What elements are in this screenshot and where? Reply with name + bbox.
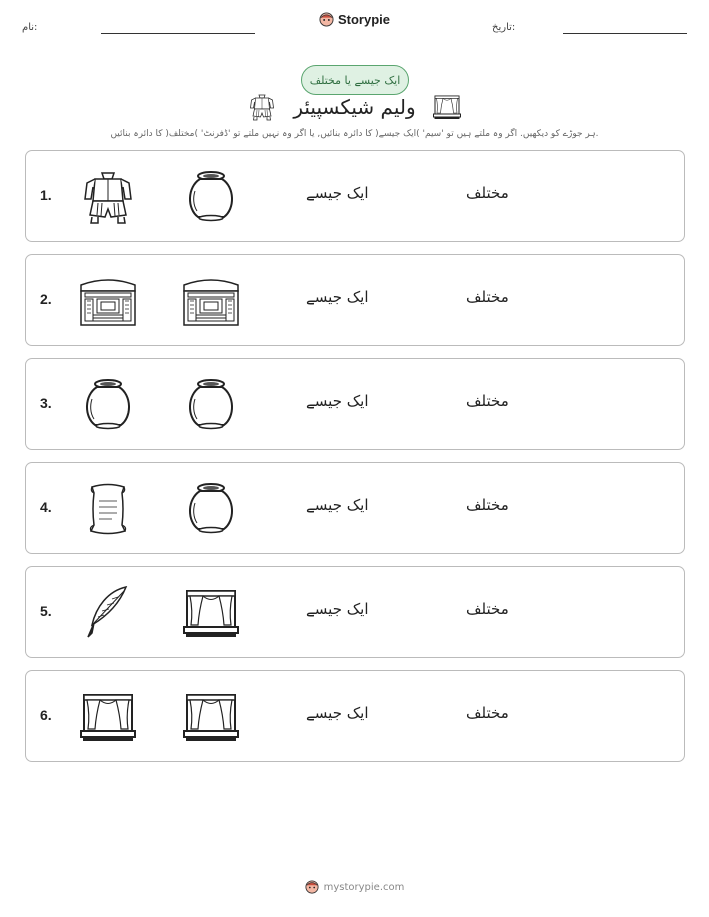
mascot-icon: [305, 880, 319, 894]
date-line[interactable]: [563, 33, 687, 34]
name-line[interactable]: [101, 33, 255, 34]
different-option[interactable]: مختلف: [466, 496, 509, 514]
costume-icon: [78, 167, 138, 227]
stage-icon: [181, 583, 241, 643]
same-option[interactable]: ایک جیسے: [306, 184, 369, 202]
mascot-icon: [319, 12, 334, 27]
pot-icon: [181, 167, 241, 227]
exercise-row: [25, 670, 685, 762]
footer-url: mystorypie.com: [323, 881, 405, 893]
different-option[interactable]: مختلف: [466, 600, 509, 618]
different-option[interactable]: مختلف: [466, 184, 509, 202]
row-number: 3.: [40, 395, 52, 411]
stage-icon: [78, 687, 138, 747]
worksheet-type-badge: ایک جیسے یا مختلف: [301, 65, 409, 95]
scroll-icon: [78, 479, 138, 539]
exercise-row: [25, 566, 685, 658]
stage-icon: [181, 687, 241, 747]
same-option[interactable]: ایک جیسے: [306, 392, 369, 410]
pot-icon: [181, 479, 241, 539]
pot-icon: [78, 375, 138, 435]
row-number: 2.: [40, 291, 52, 307]
different-option[interactable]: مختلف: [466, 704, 509, 722]
footer: [0, 880, 709, 894]
row-number: 4.: [40, 499, 52, 515]
date-label: تاریخ:: [492, 22, 516, 33]
exercise-row: [25, 462, 685, 554]
name-label: نام:: [22, 22, 38, 33]
stage-icon: [432, 92, 462, 122]
brand-logo: [0, 12, 709, 27]
same-option[interactable]: ایک جیسے: [306, 600, 369, 618]
brand-name: Storypie: [337, 12, 390, 27]
different-option[interactable]: مختلف: [466, 392, 509, 410]
pot-icon: [181, 375, 241, 435]
costume-icon: [247, 92, 277, 122]
quill-icon: [78, 583, 138, 643]
row-number: 5.: [40, 603, 52, 619]
same-option[interactable]: ایک جیسے: [306, 704, 369, 722]
theatre-icon: [78, 271, 138, 331]
different-option[interactable]: مختلف: [466, 288, 509, 306]
exercise-row: [25, 358, 685, 450]
instructions: ہر جوڑے کو دیکھیں. اگر وہ ملتے ہیں تو 'سیم' )ایک جیسے( کا دائرہ بنائیں, یا اگر وہ نہیں ملتے تو 'ڈفرنٹ' )مختلف( کا دائرہ بنائیں.: [110, 129, 599, 139]
theatre-icon: [181, 271, 241, 331]
exercise-row: [25, 150, 685, 242]
same-option[interactable]: ایک جیسے: [306, 496, 369, 514]
row-number: 6.: [40, 707, 52, 723]
title-row: [0, 92, 709, 122]
exercise-row: [25, 254, 685, 346]
page-title: ولیم شیکسپیئر: [293, 95, 416, 119]
same-option[interactable]: ایک جیسے: [306, 288, 369, 306]
row-number: 1.: [40, 187, 52, 203]
